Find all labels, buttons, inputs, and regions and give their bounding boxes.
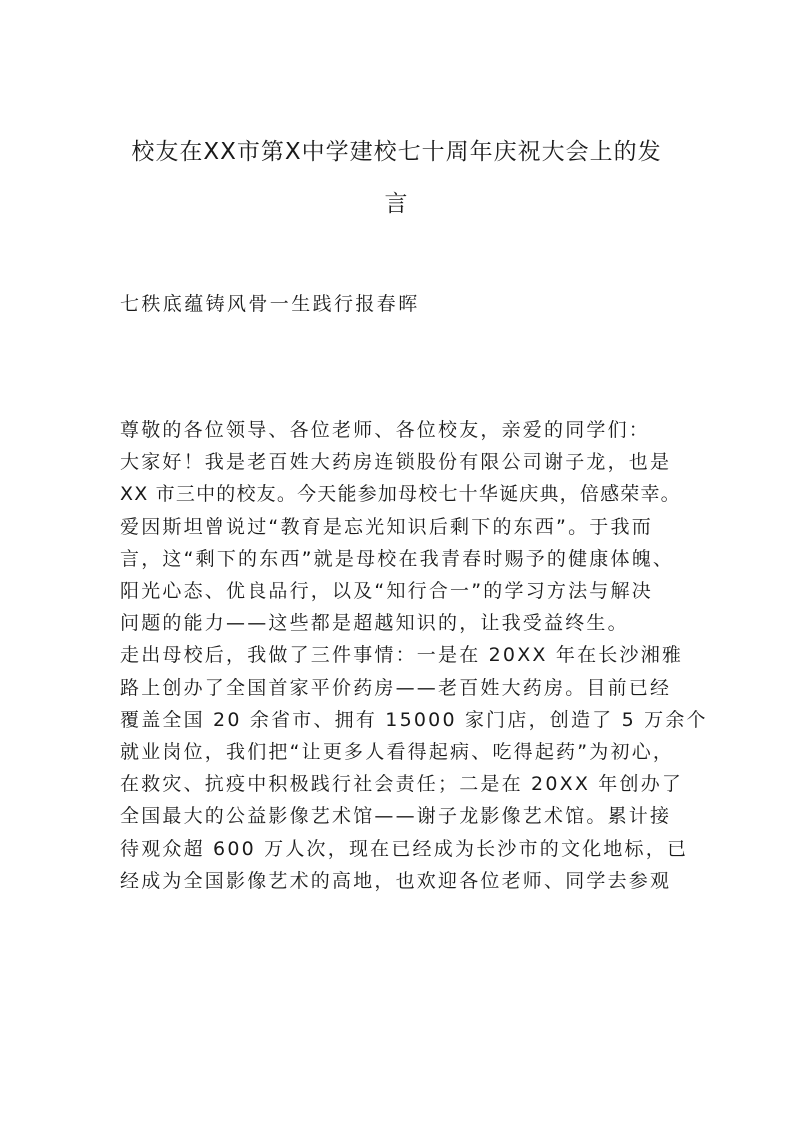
body-line: 走出母校后，我做了三件事情：一是在 20XX 年在长沙湘雅 bbox=[120, 644, 684, 667]
body-line: 言，这“剩下的东西”就是母校在我青春时赐予的健康体魄、 bbox=[120, 547, 675, 570]
body-line: 全国最大的公益影像艺术馆——谢子龙影像艺术馆。累计接 bbox=[120, 805, 672, 828]
title-line-2: 言 bbox=[384, 191, 409, 217]
body-line: 爱因斯坦曾说过“教育是忘光知识后剩下的东西”。于我而 bbox=[120, 515, 653, 538]
body-line: 覆盖全国 20 余省市、拥有 15000 家门店，创造了 5 万余个 bbox=[120, 708, 708, 731]
title-line-1: 校友在XX市第X中学建校七十周年庆祝大会上的发 bbox=[131, 139, 662, 165]
body-line: 就业岗位，我们把“让更多人看得起病、吃得起药”为初心， bbox=[120, 741, 675, 764]
body-line: 阳光心态、优良品行，以及“知行合一”的学习方法与解决 bbox=[120, 580, 653, 603]
body-line: 路上创办了全国首家平价药房——老百姓大药房。目前已经 bbox=[120, 676, 672, 699]
document-title bbox=[120, 126, 673, 230]
body-line: 在救灾、抗疫中积极践行社会责任；二是在 20XX 年创办了 bbox=[120, 773, 684, 796]
body-line: 尊敬的各位领导、各位老师、各位校友，亲爱的同学们： bbox=[120, 419, 651, 441]
document-body bbox=[120, 414, 708, 897]
body-line: XX 市三中的校友。今天能参加母校七十华诞庆典，倍感荣幸。 bbox=[120, 483, 681, 506]
body-line: 经成为全国影像艺术的高地，也欢迎各位老师、同学去参观 bbox=[120, 869, 672, 892]
body-line: 问题的能力——这些都是超越知识的，让我受益终生。 bbox=[120, 612, 629, 635]
body-line: 待观众超 600 万人次，现在已经成为长沙市的文化地标，已 bbox=[120, 837, 689, 860]
document-subtitle: 七秩底蕴铸风骨一生践行报春晖 bbox=[120, 293, 420, 315]
body-line: 大家好！我是老百姓大药房连锁股份有限公司谢子龙，也是 bbox=[120, 451, 672, 474]
